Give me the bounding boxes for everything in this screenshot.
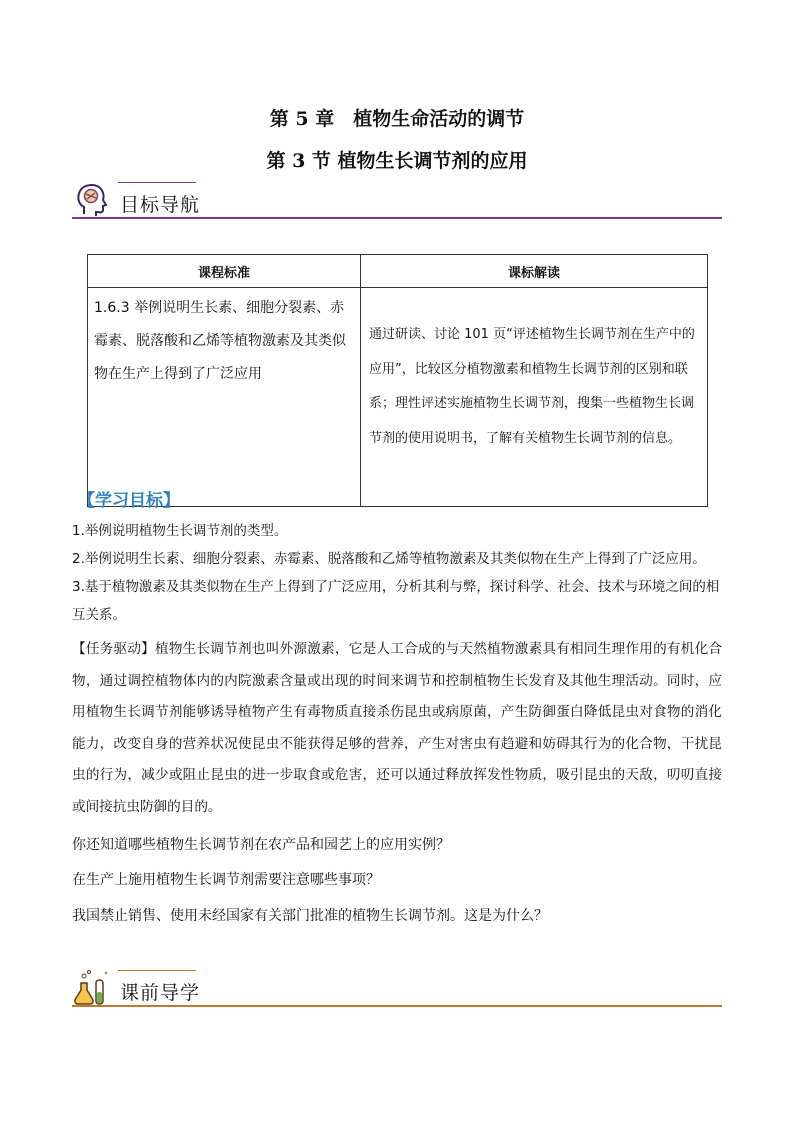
question-item: 在生产上施用植物生长调节剂需要注意哪些事项？ — [72, 872, 380, 888]
objective-item: 3.基于植物激素及其类似物在生产上得到了广泛应用，分析其利与弊，探讨科学、社会、技术与环境之间的相互关系。 — [72, 579, 720, 623]
nav-section-label: 目标导航 — [120, 194, 201, 216]
table-header-standard: 课程标准 — [88, 255, 361, 288]
header-divider — [72, 217, 722, 219]
pre-section-label: 课前导学 — [120, 982, 201, 1004]
task-paragraph: 【任务驱动】植物生长调节剂也叫外源激素，它是人工合成的与天然植物激素具有相同生理作用的有机化合物，通过调控植物体内的内院激素含量或出现的时间来调节和控制植物生长发育及其他生理活动。同时，应用植物生长调节剂能够诱导植物产生有毒物质直接杀伤昆虫或病原菌，产生防御蛋白降低昆虫对食物的消化能力，改变自身的营养状况使昆虫不能获得足够的营养，产生对害虫有趋避和妨碍其行为的化合物，干扰昆虫的行为，减少或阻止昆虫的进一步取食或危害，还可以通过释放挥发性物质，吸引昆虫的天敌，叨叨直接或间接抗虫防御的目的。 — [72, 641, 722, 815]
brain-head-icon — [72, 180, 112, 220]
header-accent-line — [118, 182, 196, 183]
table-header-interpretation: 课标解读 — [361, 255, 708, 288]
objective-item: 2.举例说明生长素、细胞分裂素、赤霉素、脱落酸和乙烯等植物激素及其类似物在生产上得到了广泛应用。 — [72, 551, 706, 567]
objectives-title: 【学习目标】 — [78, 491, 180, 511]
standards-table — [87, 254, 708, 507]
chapter-title: 第 5 章 植物生命活动的调节 — [269, 108, 525, 130]
section-title: 第 3 节 植物生长调节剂的应用 — [266, 150, 528, 172]
course-standard-cell: 1.6.3 举例说明生长素、细胞分裂素、赤霉素、脱落酸和乙烯等植物激素及其类似物在生产上得到了广泛应用 — [88, 288, 361, 507]
objective-item: 1.举例说明植物生长调节剂的类型。 — [72, 523, 288, 539]
header-divider — [72, 1005, 722, 1007]
header-accent-line — [118, 970, 196, 971]
lab-flask-icon — [72, 968, 112, 1008]
pre-section-header — [72, 968, 722, 1008]
nav-section-header — [72, 180, 722, 220]
question-item: 我国禁止销售、使用未经国家有关部门批准的植物生长调节剂。这是为什么？ — [72, 908, 548, 924]
interpretation-cell: 通过研读、讨论 101 页“评述植物生长调节剂在生产中的应用”，比较区分植物激素和植物生长调节剂的区别和联系；理性评述实施植物生长调节剂，搜集一些植物生长调节剂的使用说明书，了解有关植物生长调节剂的信息。 — [361, 288, 708, 507]
question-item: 你还知道哪些植物生长调节剂在农产品和园艺上的应用实例？ — [72, 837, 450, 853]
